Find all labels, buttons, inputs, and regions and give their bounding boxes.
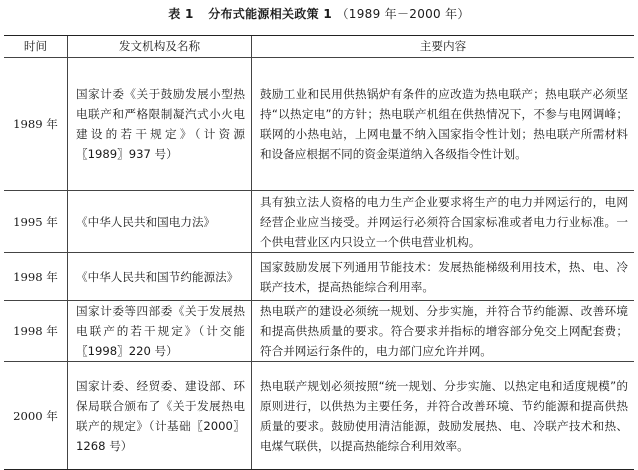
table-year-span: （1989 年－2000 年） [336, 7, 470, 21]
table-row [4, 58, 634, 190]
row-year: 1995 年 [4, 191, 68, 252]
header-main: 主要内容 [419, 39, 467, 53]
table-number: 表 1 [168, 7, 194, 21]
table-title: 分布式能源相关政策 1 [208, 7, 333, 21]
policy-table [4, 35, 634, 470]
row-content: 热电联产规划必须按照“统一规划、分步实施、以热定电和适度规模”的原则进行，以供热为主要任务，并符合改善环境、节约能源和提高供热质量的要求。鼓励使用清洁能源，鼓励发展热、电、冷联产技术和热、电煤气联供，以提高热能综合利用效率。 [260, 378, 628, 453]
row-org: 《中华人民共和国节约能源法》 [68, 253, 252, 300]
table-row [4, 252, 634, 300]
header-year: 时间 [4, 36, 68, 57]
row-year: 1989 年 [4, 58, 68, 190]
row-content: 热电联产的建设必须统一规划、分步实施，并符合节约能源、改善环境和提高供热质量的要求。符合要求并指标的增容部分免交上网配套费；符合并网运行条件的，电力部门应允许并网。 [260, 304, 628, 358]
table-row [4, 190, 634, 252]
row-content: 鼓励工业和民用供热锅炉有条件的应改造为热电联产；热电联产必须坚持“以热定电”的方针；热电联产机组在供热情况下，不参与电网调峰；联网的小热电站，上网电量不纳入国家指令性计划；热电联产所需材料和设备应根据不同的资金渠道纳入各级指令性计划。 [260, 87, 628, 161]
row-org: 国家计委《关于鼓励发展小型热电联产和严格限制凝汽式小火电建设的若干规定》（计资源〖1989〗937 号） [68, 58, 252, 190]
row-org: 国家计委、经贸委、建设部、环保局联合颁布了《关于发展热电联产的规定》（计基础〖2000〗1268 号） [68, 362, 252, 469]
table-row [4, 300, 634, 361]
table-header-row [4, 36, 634, 58]
table-row [4, 361, 634, 469]
row-year: 1998 年 [4, 253, 68, 300]
row-org: 国家计委等四部委《关于发展热电联产的若干规定》（计交能〖1998〗220 号） [68, 301, 252, 361]
row-year: 2000 年 [4, 362, 68, 469]
row-content: 具有独立法人资格的电力生产企业要求将生产的电力并网运行的，电网经营企业应当接受。并网运行必须符合国家标准或者电力行业标准。一个供电营业区内只设立一个供电营业机构。 [260, 194, 628, 249]
header-org: 发文机构及名称 [68, 36, 252, 57]
row-org: 《中华人民共和国电力法》 [68, 191, 252, 252]
row-content: 国家鼓励发展下列通用节能技术：发展热能梯级利用技术，热、电、冷联产技术，提高热能综合利用率。 [260, 259, 628, 294]
table-caption [0, 4, 638, 24]
row-year: 1998 年 [4, 301, 68, 361]
